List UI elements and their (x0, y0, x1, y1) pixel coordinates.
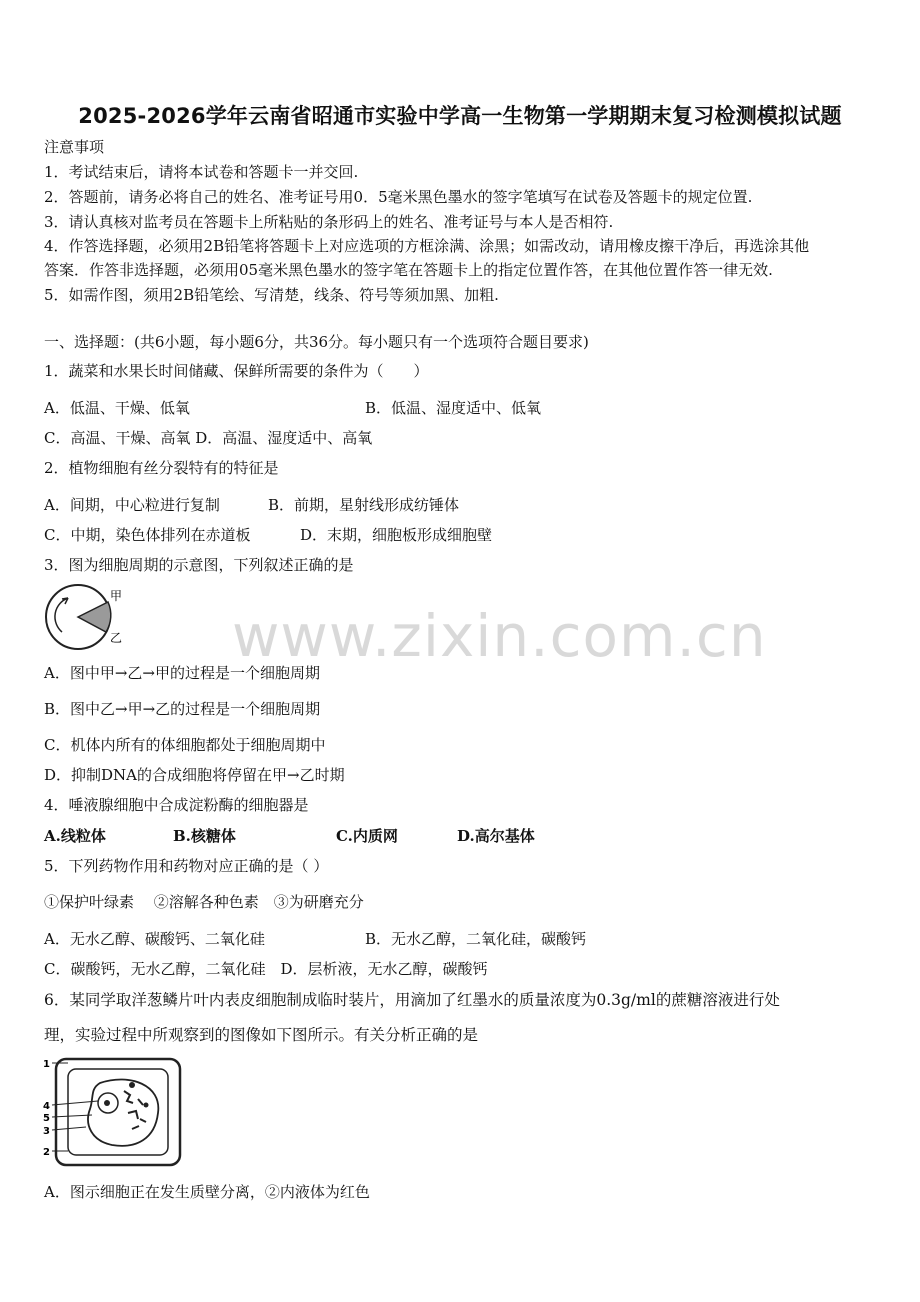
option-b: B.核糖体 (173, 827, 236, 845)
watermark: www.zixin.com.cn (232, 602, 767, 670)
option-cd: C．碳酸钙，无水乙醇，二氧化硅 D．层析液，无水乙醇，碳酸钙 (44, 960, 488, 978)
notice-heading: 注意事项 (44, 138, 105, 156)
option-a: A．图示细胞正在发生质壁分离，②内液体为红色 (44, 1183, 370, 1201)
question-stem: 3．图为细胞周期的示意图，下列叙述正确的是 (44, 556, 354, 574)
notice-line: 5．如需作图，须用2B铅笔绘、写清楚，线条、符号等须加黑、加粗. (44, 286, 499, 304)
label-1: 1 (43, 1059, 50, 1070)
notice-line: 2．答题前，请务必将自己的姓名、准考证号用0．5毫米黑色墨水的签字笔填写在试卷及答题卡的规定位置. (44, 188, 753, 206)
option-a: A.线粒体 (44, 827, 106, 845)
option-b: B．前期，星射线形成纺锤体 (268, 496, 460, 514)
option-a: A．间期，中心粒进行复制 (44, 496, 220, 514)
option-d: D．抑制DNA的合成细胞将停留在甲→乙时期 (44, 766, 345, 784)
option-b: B．图中乙→甲→乙的过程是一个细胞周期 (44, 700, 321, 718)
label-jia: 甲 (110, 589, 123, 603)
label-5: 5 (43, 1113, 50, 1124)
option-a: A．低温、干燥、低氧 (44, 399, 190, 417)
option-c: C．机体内所有的体细胞都处于细胞周期中 (44, 736, 326, 754)
plant-cell-diagram (40, 1055, 190, 1170)
option-a: A．图中甲→乙→甲的过程是一个细胞周期 (44, 664, 320, 682)
option-d: D.高尔基体 (457, 827, 535, 845)
question-stem: 2．植物细胞有丝分裂特有的特征是 (44, 459, 279, 477)
question-items: ①保护叶绿素 ②溶解各种色素 ③为研磨充分 (44, 893, 364, 911)
label-yi: 乙 (110, 631, 123, 645)
option-c: C．中期，染色体排列在赤道板 (44, 526, 251, 544)
cell-cycle-diagram (40, 580, 140, 660)
question-stem: 6．某同学取洋葱鳞片叶内表皮细胞制成临时装片，用滴加了红墨水的质量浓度为0.3g/ml的蔗糖溶液进行处 (44, 991, 780, 1009)
notice-line: 答案．作答非选择题，必须用05毫米黑色墨水的签字笔在答题卡上的指定位置作答，在其他位置作答一律无效. (44, 261, 773, 279)
question-stem: 5．下列药物作用和药物对应正确的是（ ） (44, 857, 329, 875)
option-a: A．无水乙醇、碳酸钙、二氧化硅 (44, 930, 265, 948)
label-3: 3 (43, 1126, 50, 1137)
notice-line: 4．作答选择题，必须用2B铅笔将答题卡上对应选项的方框涂满、涂黑；如需改动，请用橡皮擦干净后，再选涂其他 (44, 237, 810, 255)
notice-line: 1．考试结束后，请将本试卷和答题卡一并交回. (44, 163, 359, 181)
option-c: C.内质网 (336, 827, 398, 845)
question-stem: 1．蔬菜和水果长时间储藏、保鲜所需要的条件为（ ） (44, 362, 429, 380)
option-b: B．无水乙醇，二氧化硅，碳酸钙 (365, 930, 587, 948)
option-b: B．低温、湿度适中、低氧 (365, 399, 542, 417)
option-cd: C．高温、干燥、高氧 D．高温、湿度适中、高氧 (44, 429, 373, 447)
option-d: D．末期，细胞板形成细胞壁 (300, 526, 493, 544)
question-stem: 4．唾液腺细胞中合成淀粉酶的细胞器是 (44, 796, 309, 814)
label-4: 4 (43, 1101, 50, 1112)
section-heading: 一、选择题：(共6小题，每小题6分，共36分。每小题只有一个选项符合题目要求) (44, 333, 589, 351)
question-stem-cont: 理，实验过程中所观察到的图像如下图所示。有关分析正确的是 (44, 1026, 479, 1044)
notice-line: 3．请认真核对监考员在答题卡上所粘贴的条形码上的姓名、准考证号与本人是否相符. (44, 213, 614, 231)
page-title: 2025-2026学年云南省昭通市实验中学高一生物第一学期期末复习检测模拟试题 (78, 104, 842, 128)
label-2: 2 (43, 1147, 50, 1158)
